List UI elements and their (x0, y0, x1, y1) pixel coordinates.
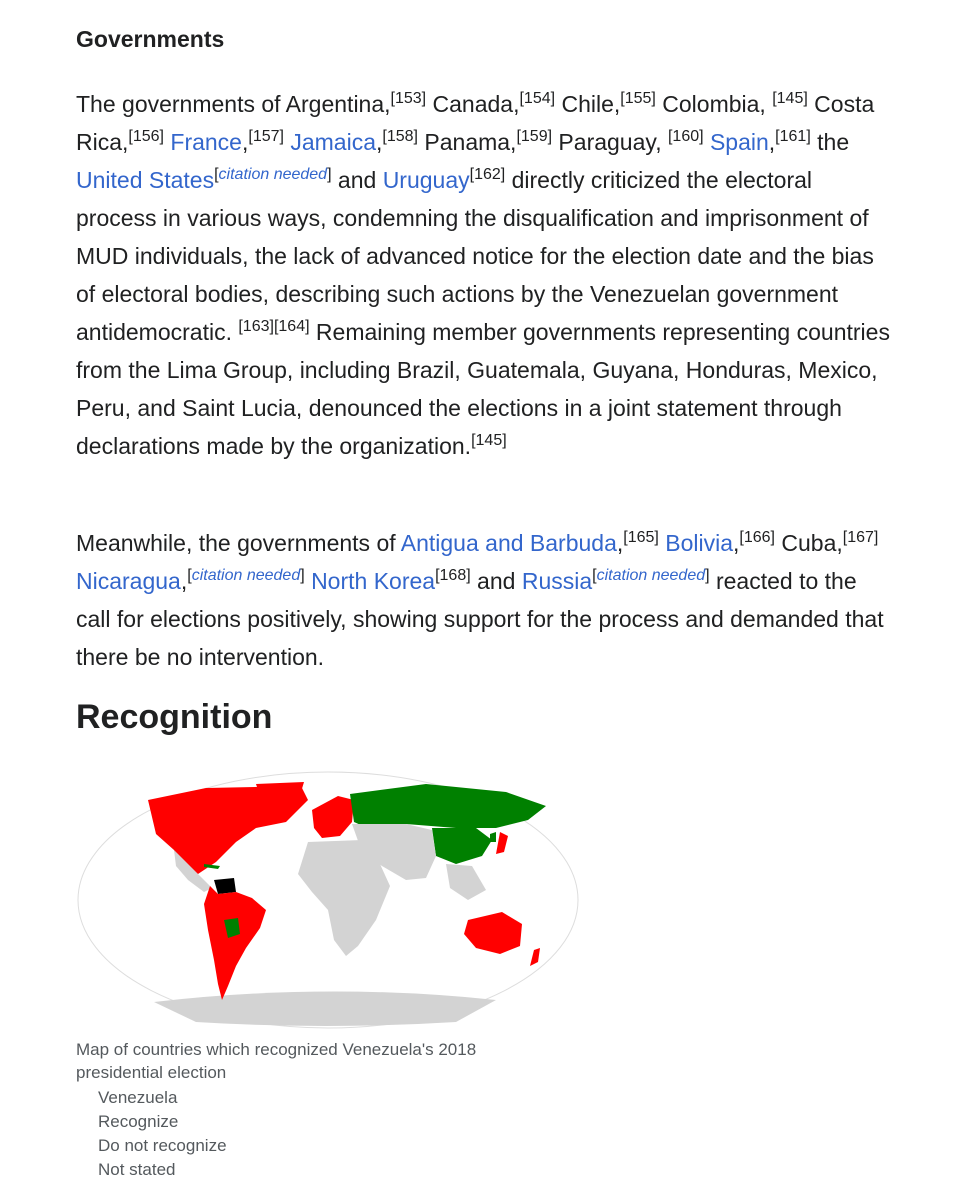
citation-ref[interactable]: [145] (772, 90, 808, 107)
citation-needed-link[interactable]: citation needed (191, 567, 301, 584)
text: Remaining member governments representing countries from the Lima Group, including Brazil, Guatemala, Guyana, Honduras, Mexico, Peru, and Saint Lucia, denounced the elections in a joint statement through declarations made by the organization. (76, 319, 890, 459)
text: the (810, 129, 850, 155)
citation-ref[interactable]: [165] (623, 529, 659, 546)
link-united-states[interactable]: United States (76, 167, 215, 193)
legend-item-do-not-recognize: Do not recognize (98, 1136, 227, 1155)
citation-ref[interactable]: [167] (842, 529, 879, 546)
text: The governments of Argentina, (76, 91, 391, 117)
link-france[interactable]: France (170, 129, 242, 155)
legend-item-not-stated: Not stated (98, 1160, 176, 1179)
text: , (241, 129, 249, 155)
legend-item-recognize: Recognize (98, 1112, 179, 1131)
text: Canada, (426, 91, 520, 117)
citation-ref[interactable]: [156] (128, 128, 164, 145)
link-uruguay[interactable]: Uruguay (382, 167, 470, 193)
text: Meanwhile, the governments of (76, 530, 401, 556)
map-legend (98, 1086, 227, 1182)
text: Colombia, (655, 91, 766, 117)
citation-ref[interactable]: [153] (390, 90, 427, 107)
paragraph-governments-support (76, 524, 896, 676)
world-map-image (76, 770, 580, 1030)
link-jamaica[interactable]: Jamaica (290, 129, 377, 155)
citation-needed-link[interactable]: citation needed (218, 166, 328, 183)
citation-ref[interactable]: [159] (516, 128, 553, 145)
text: directly criticized the electoral process in various ways, condemning the disqualification and imprisonment of MUD individuals, the lack of advanced notice for the election date and the bias of electoral bodies, describing such actions by the Venezuelan government antidemocratic. (76, 167, 874, 345)
citation-ref[interactable]: [162] (469, 166, 506, 183)
text: Costa Rica, (76, 91, 875, 155)
link-bolivia[interactable]: Bolivia (665, 530, 734, 556)
citation-ref[interactable]: [158] (382, 128, 418, 145)
citation-ref[interactable]: [157] (248, 128, 284, 145)
citation-ref[interactable]: [168] (435, 567, 471, 584)
citation-ref[interactable]: [163] (238, 318, 274, 335)
citation-ref[interactable]: [164] (273, 318, 310, 335)
text: Paraguay, (552, 129, 662, 155)
citation-ref[interactable]: [161] (775, 128, 811, 145)
citation-ref[interactable]: [160] (667, 128, 704, 145)
citation-ref[interactable]: [155] (620, 90, 656, 107)
text: Panama, (418, 129, 517, 155)
link-nicaragua[interactable]: Nicaragua (76, 568, 181, 594)
section-heading-recognition: Recognition (76, 698, 273, 736)
map-caption: Map of countries which recognized Venezuela's 2018 presidential election (76, 1040, 477, 1082)
link-antigua-and-barbuda[interactable]: Antigua and Barbuda (400, 530, 617, 556)
text: Cuba, (775, 530, 843, 556)
text: , (180, 568, 188, 594)
text: and (331, 167, 383, 193)
link-north-korea[interactable]: North Korea (311, 568, 436, 594)
text: , (376, 129, 383, 155)
text: reacted to the call for elections positively, showing support for the process and demanded that there be no intervention. (76, 568, 884, 670)
text: and (470, 568, 522, 594)
citation-needed[interactable]: [citation needed] (214, 166, 332, 183)
text: , (733, 530, 740, 556)
citation-needed[interactable]: [citation needed] (187, 567, 305, 584)
text: , (768, 129, 776, 155)
paragraph-governments-criticism (76, 85, 896, 465)
recognition-world-map[interactable] (76, 770, 580, 1030)
link-spain[interactable]: Spain (709, 129, 769, 155)
citation-needed[interactable]: [citation needed] (592, 567, 710, 584)
citation-ref[interactable]: [166] (739, 529, 775, 546)
citation-ref[interactable]: [145] (471, 432, 507, 449)
text: Chile, (555, 91, 621, 117)
citation-ref[interactable]: [154] (519, 90, 556, 107)
citation-needed-link[interactable]: citation needed (596, 567, 706, 584)
section-heading-governments: Governments (76, 26, 225, 52)
text: , (616, 530, 624, 556)
legend-item-venezuela: Venezuela (98, 1088, 178, 1107)
link-russia[interactable]: Russia (521, 568, 593, 594)
